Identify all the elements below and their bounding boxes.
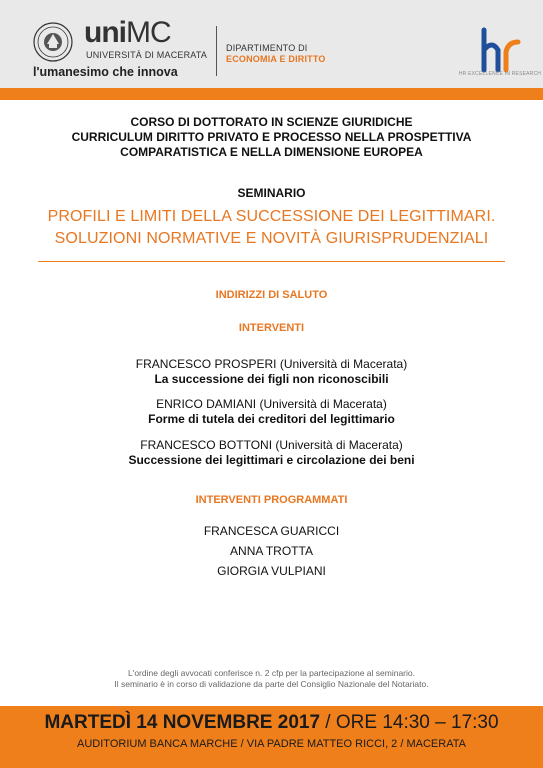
speaker-affiliation: (Università di Macerata) <box>279 357 408 371</box>
speaker-affiliation: (Università di Macerata) <box>259 397 387 411</box>
speaker-name: FRANCESCO BOTTONI <box>140 438 273 452</box>
seminar-title-line: SOLUZIONI NORMATIVE E NOVITÀ GIURISPRUDENZIALI <box>54 230 489 247</box>
event-datetime <box>0 712 543 734</box>
header-accent-band <box>0 88 543 100</box>
speaker-name: ENRICO DAMIANI <box>156 397 257 411</box>
event-date: MARTEDÌ 14 NOVEMBRE 2017 <box>44 712 321 733</box>
greetings-heading: INDIRIZZI DI SALUTO <box>215 289 328 301</box>
department-name: ECONOMIA E DIRITTO <box>226 54 326 64</box>
course-line: CURRICULUM DIRITTO PRIVATO E PROCESSO NELLA PROSPETTIVA <box>71 130 472 144</box>
header-divider <box>216 26 217 76</box>
talk-title: Successione dei legittimari e circolazione dei beni <box>128 453 415 467</box>
speaker-entry <box>0 438 543 468</box>
university-motto: l'umanesimo che innova <box>33 65 178 79</box>
programmed-speaker: FRANCESCA GUARICCI <box>203 524 340 538</box>
university-name: UNIVERSITÀ DI MACERATA <box>86 50 208 60</box>
speaker-affiliation: (Università di Macerata) <box>275 438 403 452</box>
seminar-title <box>0 206 543 250</box>
course-line: COMPARATISTICA E NELLA DIMENSIONE EUROPEA <box>120 145 423 159</box>
event-venue: AUDITORIUM BANCA MARCHE / VIA PADRE MATTEO RICCI, 2 / MACERATA <box>77 738 466 750</box>
talk-title: Forme di tutela dei creditori del legittimario <box>148 412 395 426</box>
header-bar <box>0 0 543 88</box>
accreditation-notes <box>0 668 543 690</box>
hr-caption: HR EXCELLENCE IN RESEARCH <box>458 71 542 77</box>
course-title <box>0 115 543 160</box>
programmed-speaker: GIORGIA VULPIANI <box>217 564 326 578</box>
seminar-label: SEMINARIO <box>237 186 306 200</box>
talks-heading: INTERVENTI <box>238 322 305 334</box>
scheduled-heading: INTERVENTI PROGRAMMATI <box>195 494 348 506</box>
hr-excellence-logo-icon <box>478 26 522 76</box>
department-label: DIPARTIMENTO DI <box>226 43 308 53</box>
talk-title: La successione dei figli non riconoscibili <box>154 372 389 386</box>
seminar-title-line: PROFILI E LIMITI DELLA SUCCESSIONE DEI LEGITTIMARI. <box>47 208 496 225</box>
note-line: Il seminario è in corso di validazione da parte del Consiglio Nazionale del Notariato. <box>114 679 429 689</box>
programmed-speaker: ANNA TROTTA <box>230 544 313 558</box>
title-separator <box>38 261 505 262</box>
speaker-name: FRANCESCO PROSPERI <box>135 357 277 371</box>
university-logo: uniMC <box>84 16 171 49</box>
speaker-entry <box>0 357 543 387</box>
course-line: CORSO DI DOTTORATO IN SCIENZE GIURIDICHE <box>130 115 413 129</box>
speaker-entry <box>0 397 543 427</box>
note-line: L'ordine degli avvocati conferisce n. 2 cfp per la partecipazione al seminario. <box>127 668 415 678</box>
datetime-separator: / <box>320 712 336 733</box>
university-seal-icon <box>33 22 73 62</box>
event-time: ORE 14:30 – 17:30 <box>335 712 499 733</box>
